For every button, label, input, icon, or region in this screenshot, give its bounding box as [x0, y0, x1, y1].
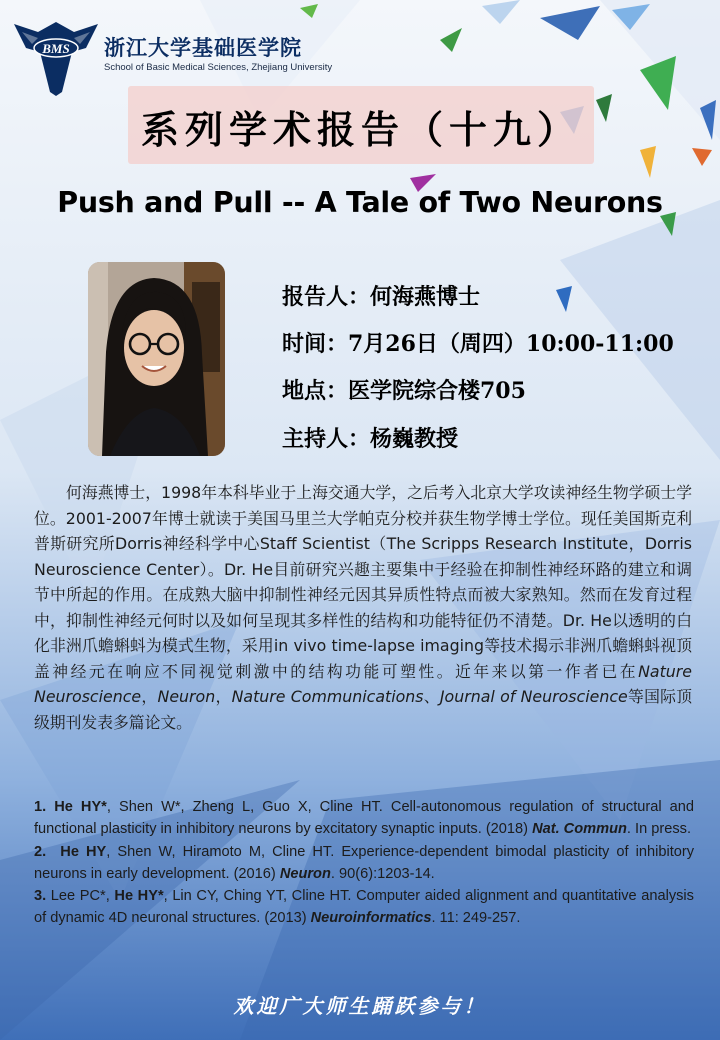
institution-name-cn: 浙江大学基础医学院: [104, 35, 302, 60]
speaker-author: He HY*: [114, 888, 164, 905]
journal-name: Neuron: [157, 687, 216, 706]
reference-item: 2. He HY, Shen W, Hiramoto M, Cline HT. Experience-dependent bimodal plasticity of inhibitory neurons in early development. (2016) Neuron. 90(6):1203-14.: [34, 843, 695, 882]
logo-monogram: BMS: [42, 41, 70, 56]
location-line: 地点：医学院综合楼705: [282, 378, 526, 404]
speaker-photo: [88, 262, 225, 456]
bio-text-end: 等国际顶级期刊发表多篇论文。: [34, 687, 692, 732]
journal-name: Nature Neuroscience: [34, 661, 692, 706]
series-banner: [128, 86, 594, 164]
speaker-author: He HY: [60, 843, 107, 860]
speaker-biography: 何海燕博士，1998年本科毕业于上海交通大学，之后考入北京大学攻读神经生物学硕士学位。2001-2007年博士就读于美国马里兰大学帕克分校并获生物学博士学位。现任美国斯克利普斯研究所Dorris神经科学中心Staff Scientist（The Scripps Research Institute，Dorris Neuroscience Center）。Dr. He目前研究兴趣主要集中于经验在抑制性神经环路的建立和调节中所起的作用。在成熟大脑中抑制性神经元因其异质性特点而被大家熟知。然而在发育过程中，抑制性神经元何时以及如何呈现其多样性的结构和功能特征仍不清楚。Dr. He以透明的白化非洲爪蟾蝌蚪为模式生物，采用in vivo time-lapse imaging等技术揭示非洲爪蟾蝌蚪视顶盖神经元在响应不同视觉刺激中的结构功能可塑性。近年来以第一作者已在Nature Neuroscience，Neuron，Nature Communications、Journal of Neuroscience等国际顶级期刊发表多篇论文。: [34, 483, 692, 732]
speaker-author: He HY*: [54, 799, 107, 815]
welcome-footer: 欢迎广大师生踊跃参与！: [233, 994, 487, 1018]
host-line: 主持人：杨巍教授: [282, 426, 459, 452]
journal-name: Journal of Neuroscience: [439, 687, 628, 706]
bms-emblem-icon: [12, 18, 100, 96]
institution-logo: [12, 18, 333, 96]
series-title: 系列学术报告（十九）: [140, 107, 581, 152]
journal-name: Neuron: [279, 865, 331, 882]
reference-list: [34, 796, 694, 930]
talk-title: Push and Pull -- A Tale of Two Neurons: [57, 186, 663, 219]
time-line: 时间：7月26日（周四）10:00-11:00: [282, 331, 674, 357]
reference-item: 1. He HY*, Shen W*, Zheng L, Guo X, Cline HT. Cell-autonomous regulation of structural and functional plasticity in inhibitory neurons by excitatory synaptic inputs. (2018) Nat. Commun. In press.: [34, 799, 694, 838]
bio-text: 何海燕博士，1998年本科毕业于上海交通大学，之后考入北京大学攻读神经生物学硕士学位。2001-2007年博士就读于美国马里兰大学帕克分校并获生物学博士学位。现任美国斯克利普斯研究所Dorris神经科学中心Staff Scientist（The Scripps Research Institute，Dorris Neuroscience Center）。Dr. He目前研究兴趣主要集中于经验在抑制性神经环路的建立和调节中所起的作用。在成熟大脑中抑制性神经元因其异质性特点而被大家熟知。然而在发育过程中，抑制性神经元何时以及如何呈现其多样性的结构和功能特征仍不清楚。Dr. He以透明的白化非洲爪蟾蝌蚪为模式生物，采用in vivo time-lapse imaging等技术揭示非洲爪蟾蝌蚪视顶盖神经元在响应不同视觉刺激中的结构功能可塑性。近年来以第一作者已在: [34, 483, 692, 681]
journal-name: Nature Communications: [231, 687, 424, 706]
speaker-line: 报告人：何海燕博士: [282, 284, 481, 310]
journal-name: Nat. Commun: [532, 821, 627, 838]
reference-item: 3. Lee PC*, He HY*, Lin CY, Ching YT, Cline HT. Computer aided alignment and quantitative analysis of dynamic 4D neuronal structures. (2013) Neuroinformatics. 11: 249-257.: [34, 888, 694, 927]
journal-name: Neuroinformatics: [310, 910, 432, 927]
institution-name-en: School of Basic Medical Sciences, Zhejiang University: [104, 62, 333, 73]
